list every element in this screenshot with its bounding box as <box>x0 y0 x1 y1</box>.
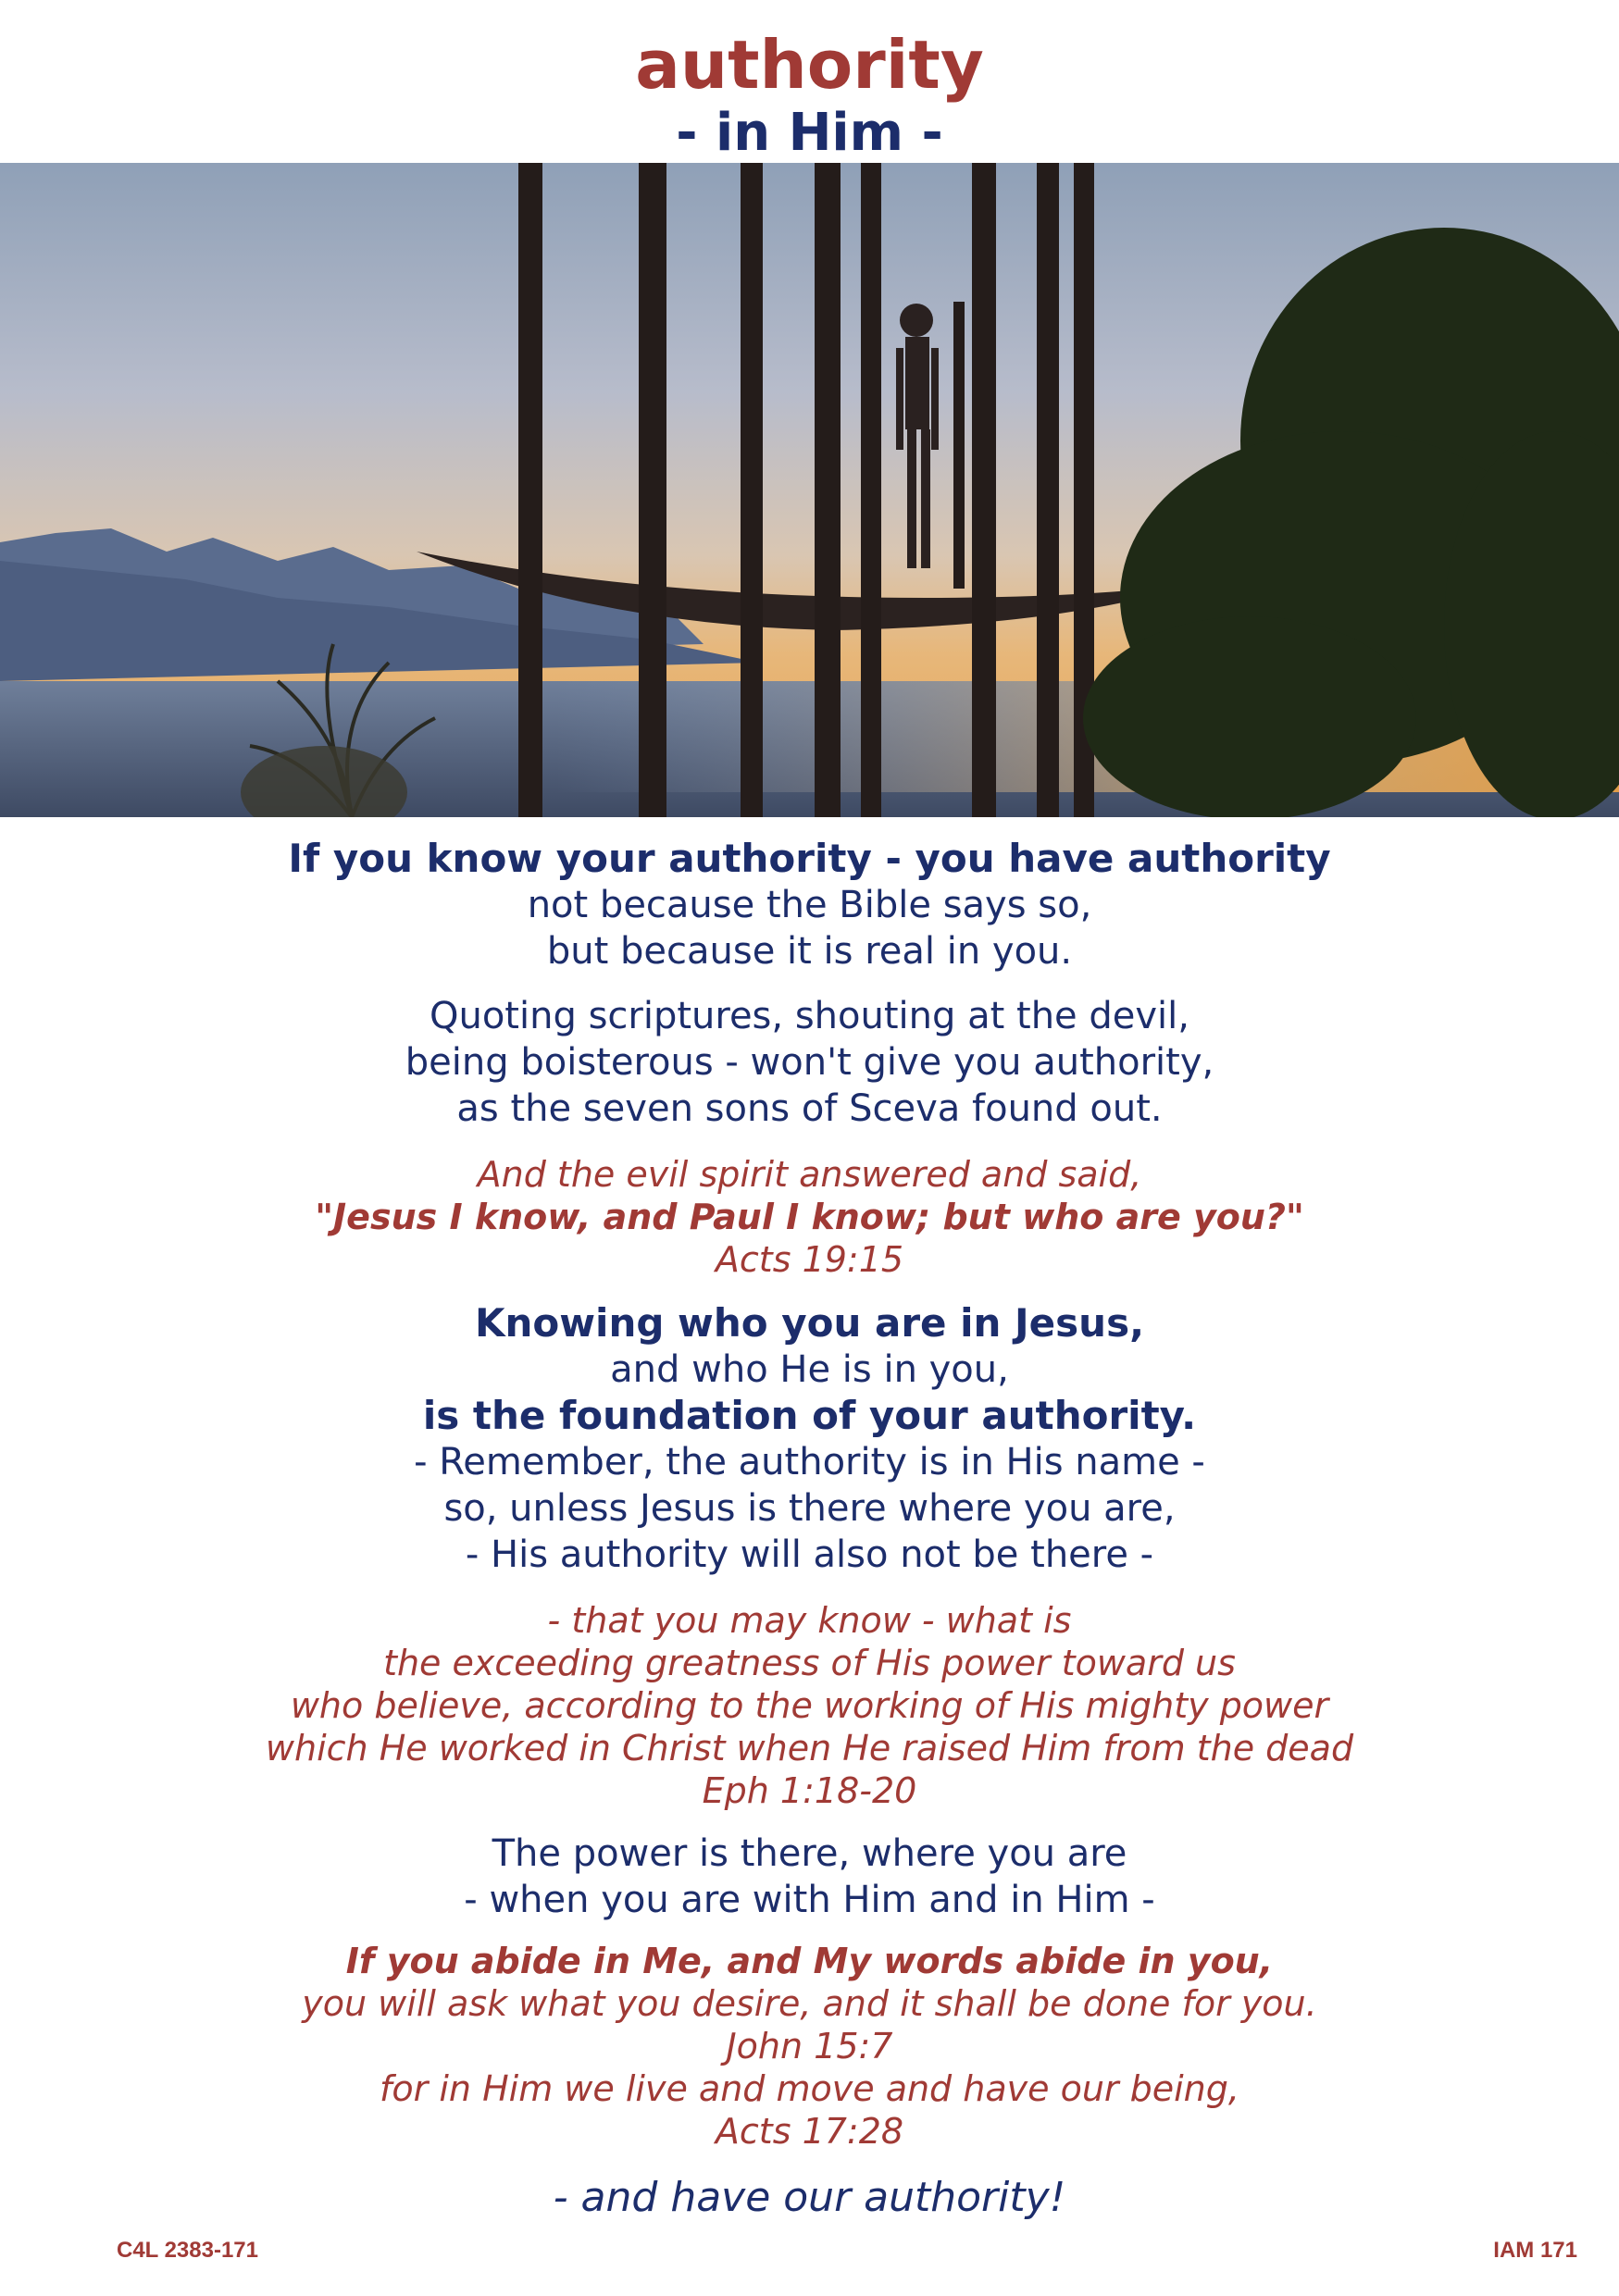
eph-line-4: which He worked in Christ when He raised Him from the dead <box>265 1728 1354 1769</box>
footer-right-code: IAM 171 <box>1493 2238 1577 2263</box>
intro-line-1: not because the Bible says so, <box>527 884 1092 926</box>
foundation-line-3: so, unless Jesus is there where you are, <box>443 1487 1176 1530</box>
foundation-heading-1: Knowing who you are in Jesus, <box>474 1300 1145 1346</box>
john-heading: If you abide in Me, and My words abide in you, <box>345 1941 1274 1981</box>
john-reference: John 15:7 <box>726 2026 893 2066</box>
sunset-lake-sculpture-photo <box>0 163 1619 817</box>
intro-line-2: but because it is real in you. <box>546 930 1073 973</box>
authority-intro <box>0 836 1619 974</box>
acts-19-quote <box>0 1153 1619 1281</box>
foundation-line-2: - Remember, the authority is in His name - <box>414 1441 1205 1483</box>
acts-17-line: for in Him we live and move and have our being, <box>380 2068 1239 2109</box>
closing-line <box>0 2173 1619 2223</box>
intro-heading: If you know your authority - you have authority <box>288 836 1331 881</box>
foundation-line-1: and who He is in you, <box>610 1348 1009 1391</box>
power-line-2: - when you are with Him and in Him - <box>464 1879 1155 1921</box>
sceva-line-3: as the seven sons of Sceva found out. <box>456 1087 1163 1130</box>
foundation-line-4: - His authority will also not be there - <box>465 1533 1154 1576</box>
eph-line-3: who believe, according to the working of His mighty power <box>290 1685 1329 1726</box>
eph-1-quote <box>0 1599 1619 1812</box>
footer-left-code: C4L 2383-171 <box>117 2238 258 2263</box>
power-line-1: The power is there, where you are <box>492 1832 1127 1875</box>
john-line-1: you will ask what you desire, and it shall be done for you. <box>302 1983 1317 2024</box>
acts-17-reference: Acts 17:28 <box>715 2111 904 2152</box>
page-subtitle: - in Him - <box>676 103 943 163</box>
power-paragraph <box>0 1831 1619 1923</box>
foundation-paragraph <box>0 1300 1619 1578</box>
eph-line-1: - that you may know - what is <box>547 1600 1072 1641</box>
acts-19-line-1: And the evil spirit answered and said, <box>477 1154 1142 1195</box>
foundation-heading-2: is the foundation of your authority. <box>422 1393 1197 1438</box>
sceva-line-2: being boisterous - won't give you authority, <box>405 1041 1214 1084</box>
sceva-line-1: Quoting scriptures, shouting at the devil, <box>430 995 1189 1037</box>
sceva-paragraph <box>0 993 1619 1132</box>
eph-reference: Eph 1:18-20 <box>702 1770 917 1811</box>
john-15-quote <box>0 1940 1619 2153</box>
acts-19-line-2: "Jesus I know, and Paul I know; but who are you?" <box>315 1197 1304 1237</box>
acts-19-reference: Acts 19:15 <box>715 1239 904 1280</box>
eph-line-2: the exceeding greatness of His power toward us <box>383 1643 1236 1683</box>
closing-text: - and have our authority! <box>553 2174 1066 2221</box>
page-title: authority <box>635 26 984 104</box>
